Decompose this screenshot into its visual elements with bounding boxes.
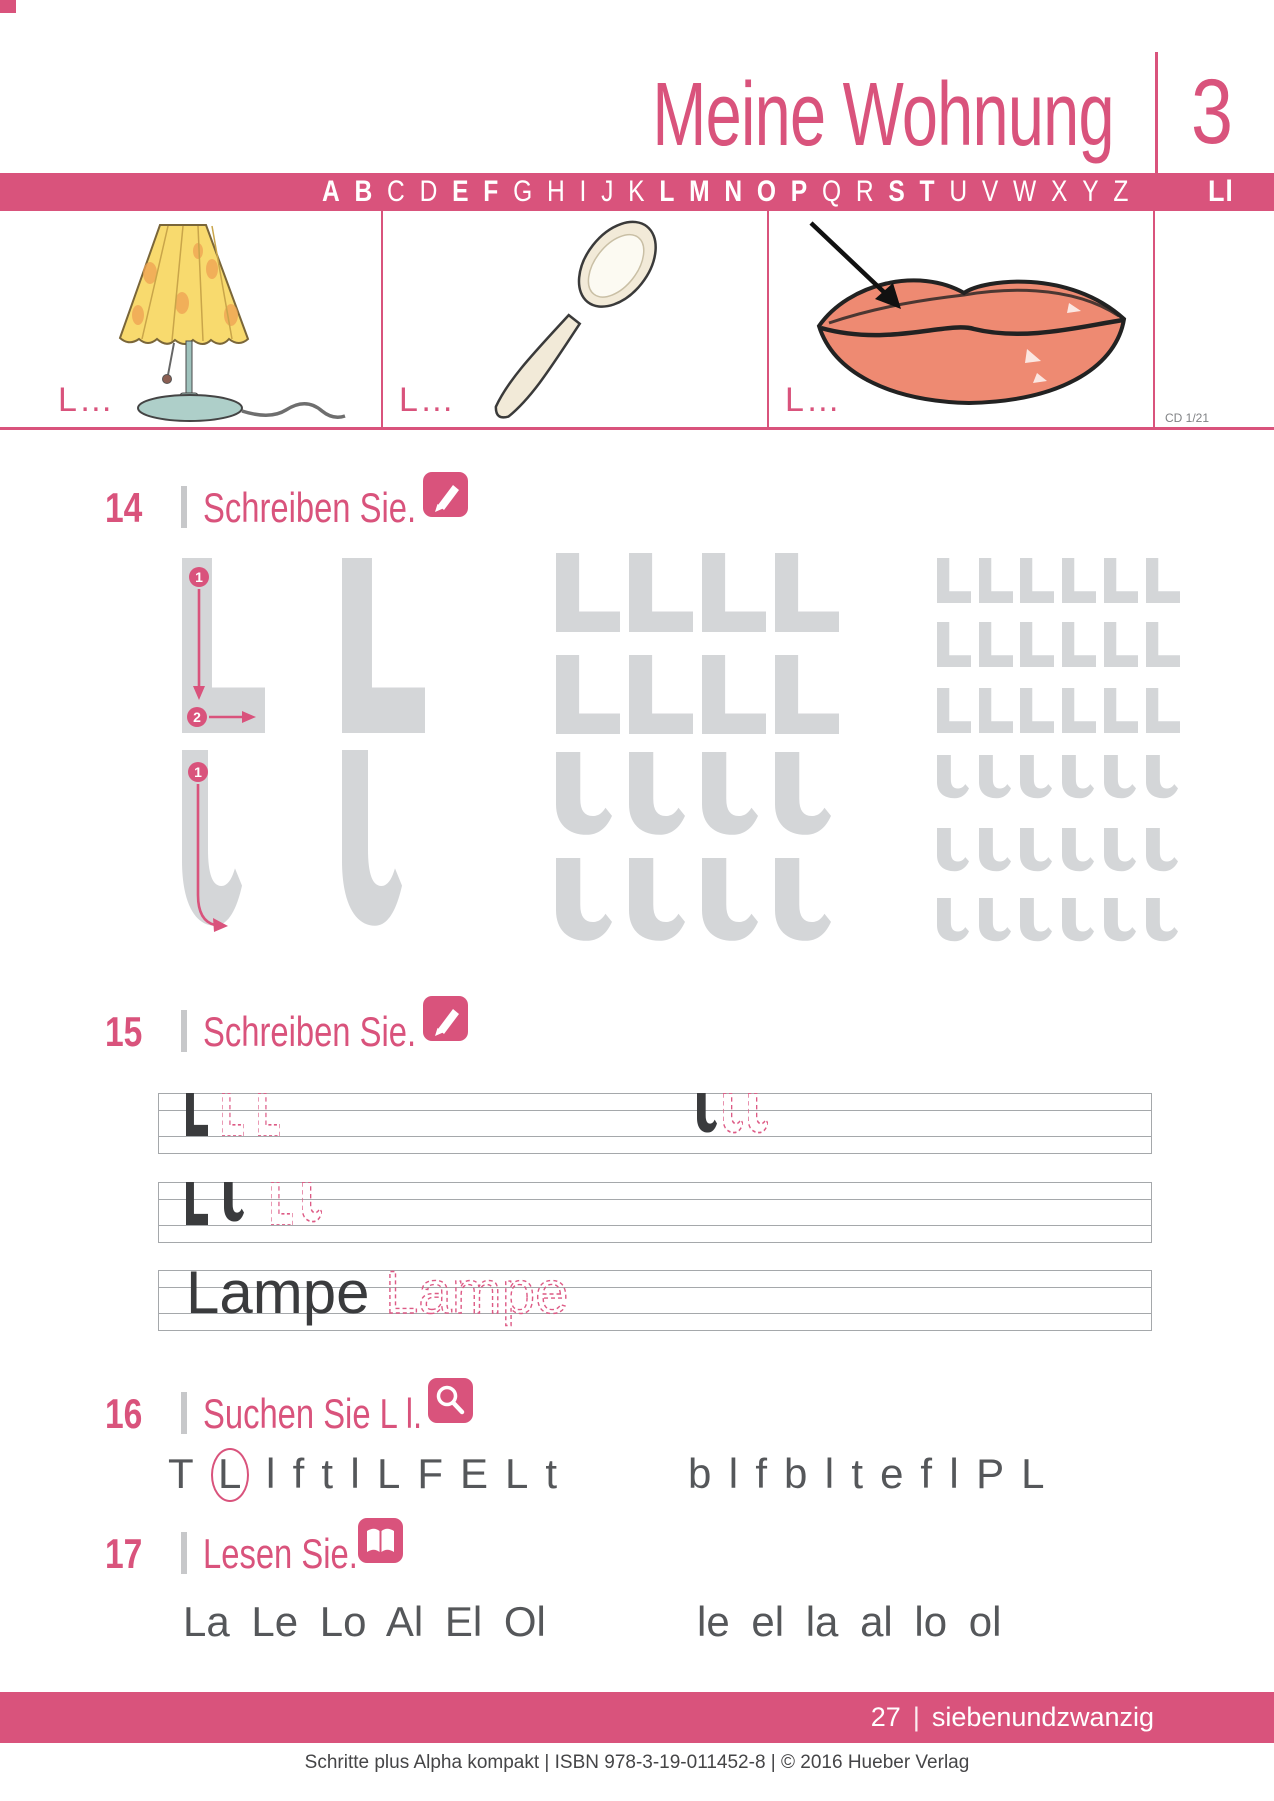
letter-l-glyph [1020,828,1052,875]
search-letter[interactable]: t [545,1450,558,1497]
letter-L-glyph [702,553,766,632]
search-letter[interactable]: L [1021,1450,1045,1497]
letter-L-glyph [1146,622,1180,667]
box-divider [381,211,383,428]
letter-l-glyph [1020,898,1052,945]
header-separator [181,486,187,528]
svg-text:1: 1 [194,764,202,780]
letter-L-glyph [1062,622,1096,667]
letter-l-glyph [629,752,685,842]
writing-line-1[interactable] [158,1093,1152,1154]
search-letter[interactable]: t [321,1450,333,1497]
alphabet-group: QR [821,175,889,208]
letter-L-glyph [1104,622,1138,667]
letter-l-glyph [302,1182,322,1225]
alphabet-current-letter: Ll [1208,175,1234,208]
guide-letter-lowercase-plain [342,750,402,946]
letter-l-glyph [1146,828,1178,875]
exercise-instruction: Suchen Sie L l. [203,1390,423,1437]
exercise-instruction: Schreiben Sie. [203,1008,417,1055]
search-letter[interactable]: b [688,1450,712,1497]
letter-L-glyph [1020,558,1054,603]
search-letter[interactable]: l [949,1450,959,1497]
letter-L-glyph [979,622,1013,667]
letter-l-glyph [979,755,1011,802]
search-letter[interactable]: f [755,1450,768,1497]
alphabet-group: UVWXYZ [949,175,1144,208]
letter-L-glyph [1146,688,1180,733]
letter-L-glyph [556,655,620,734]
alphabet-group: LMNOP [659,175,822,208]
svg-text:Lampe: Lampe [186,1270,370,1326]
letter-l-glyph [1104,755,1136,802]
letter-search-row-right[interactable] [688,1450,1044,1498]
letter-l-glyph [1146,898,1178,945]
footer-separator: | [912,1702,920,1732]
letter-l-glyph [629,858,685,948]
letter-L-glyph [1020,688,1054,733]
letter-L-glyph [222,1093,244,1136]
letter-l-glyph [1104,828,1136,875]
letter-L-glyph [629,553,693,632]
page-number: 27 [870,1702,901,1732]
search-letter[interactable]: T [168,1450,194,1497]
reading-syllables-right: le el la al lo ol [697,1598,1002,1645]
picture-label: L… [785,381,842,419]
search-letter[interactable]: P [976,1450,1005,1497]
letter-L-glyph [1062,688,1096,733]
letter-L-glyph [629,655,693,734]
letter-L-glyph [258,1093,280,1136]
exercise-number: 17 [105,1530,143,1577]
alphabet-group: ST [888,175,950,208]
letter-L-glyph [702,655,766,734]
letter-l-glyph [748,1093,768,1136]
page-title: Meine Wohnung [652,65,1114,165]
search-letter[interactable]: t [851,1450,864,1497]
search-letter[interactable]: l [265,1450,276,1497]
header-separator [181,1010,187,1052]
pencil-icon [423,996,468,1041]
exercise-14-header [0,484,1274,544]
alphabet-group: AB [322,175,388,208]
letter-L-glyph [775,655,839,734]
page-number-label [871,1692,1154,1743]
letter-l-glyph [1062,898,1094,945]
guide-letter-uppercase-plain [342,558,425,738]
letter-l-glyph [1062,755,1094,802]
search-letter[interactable]: l [728,1450,739,1497]
cd-track-label: CD 1/21 [1165,411,1210,425]
letter-l-glyph [697,1093,717,1136]
page-number-word: siebenundzwanzig [931,1702,1154,1732]
search-letter[interactable]: E [460,1450,489,1497]
letter-L-glyph [342,558,425,733]
letter-L-glyph [1104,558,1138,603]
letter-l-glyph [937,898,969,945]
stroke-order-arrows [182,558,265,733]
picture-label: L… [58,381,115,419]
letter-L-glyph [1062,558,1096,603]
guide-letter-uppercase [182,558,265,733]
letter-L-glyph [937,558,971,603]
box-divider [767,211,769,428]
header-separator [181,1532,187,1574]
letter-search-row-left[interactable] [168,1450,557,1502]
picture-row [0,211,1274,429]
exercise-number: 14 [105,484,143,531]
exercise-16-header [0,1390,1274,1450]
letter-l-glyph [979,828,1011,875]
svg-text:2: 2 [193,709,201,725]
exercise-17-header [0,1530,1274,1590]
letter-l-glyph [979,898,1011,945]
header-separator [181,1392,187,1434]
letter-l-glyph [1146,755,1178,802]
exercise-instruction: Lesen Sie. [203,1530,358,1577]
picture-label: L… [399,381,456,419]
book-icon [358,1518,403,1563]
letter-L-glyph [556,553,620,632]
letter-l-glyph [775,752,831,842]
letter-l-glyph [1062,828,1094,875]
exercise-instruction: Schreiben Sie. [203,484,417,531]
search-letter[interactable]: L [505,1450,529,1497]
section-divider [0,427,1274,430]
letter-L-glyph [979,688,1013,733]
search-letter[interactable]: e [880,1450,904,1497]
word-solid [186,1270,416,1334]
letter-l-glyph [775,858,831,948]
exercise-number: 15 [105,1008,143,1055]
search-letter[interactable]: f [920,1450,933,1497]
letter-l-glyph [702,858,758,948]
search-letter[interactable]: l [350,1450,360,1497]
letter-L-glyph [979,558,1013,603]
stroke-order-arrows [182,750,242,941]
letter-L-glyph [186,1093,208,1136]
letter-l-glyph [224,1182,244,1225]
letter-L-glyph [186,1182,208,1225]
magnifier-icon [428,1378,473,1423]
alphabet-group: EF [452,175,514,208]
letter-L-glyph [1146,558,1180,603]
letter-l-glyph [556,752,612,842]
letter-l-glyph [556,858,612,948]
alphabet-bar [0,173,1274,211]
exercise-15-header [0,1008,1274,1068]
imprint-line: Schritte plus Alpha kompakt | ISBN 978-3-19-011452-8 | © 2016 Hueber Verlag [304,1752,970,1773]
search-letter-circled[interactable]: L [211,1448,249,1502]
alphabet-group: CD [387,175,453,208]
letter-l-glyph [1020,755,1052,802]
letter-l-glyph [937,828,969,875]
search-letter[interactable]: L [377,1450,401,1497]
chapter-number: 3 [1191,61,1233,163]
search-letter[interactable]: F [417,1450,444,1497]
letter-L-glyph [271,1182,293,1225]
footer-bar [0,1692,1274,1743]
chapter-divider [1155,52,1158,173]
letter-l-glyph [1104,898,1136,945]
svg-text:1: 1 [195,569,203,585]
pencil-icon [423,472,468,517]
letter-L-glyph [1104,688,1138,733]
letter-L-glyph [1020,622,1054,667]
alphabet-group: GHIJK [513,175,660,208]
search-letter[interactable]: b [784,1450,808,1497]
letter-L-glyph [937,622,971,667]
search-letter[interactable]: f [292,1450,305,1497]
guide-letter-lowercase [182,750,242,941]
letter-l-glyph [723,1093,743,1136]
box-divider [1153,211,1155,428]
word-trace [385,1270,615,1334]
letter-L-glyph [937,688,971,733]
letter-l-glyph [702,752,758,842]
letter-l-glyph [937,755,969,802]
reading-syllables-left: La Le Lo Al El Ol [183,1598,546,1645]
letter-L-glyph [775,553,839,632]
corner-mark [0,0,16,13]
exercise-number: 16 [105,1390,143,1437]
search-letter[interactable]: l [824,1450,835,1497]
alphabet-letters [322,173,1143,211]
letter-l-glyph [342,750,402,941]
svg-text:Lampe: Lampe [385,1270,569,1326]
